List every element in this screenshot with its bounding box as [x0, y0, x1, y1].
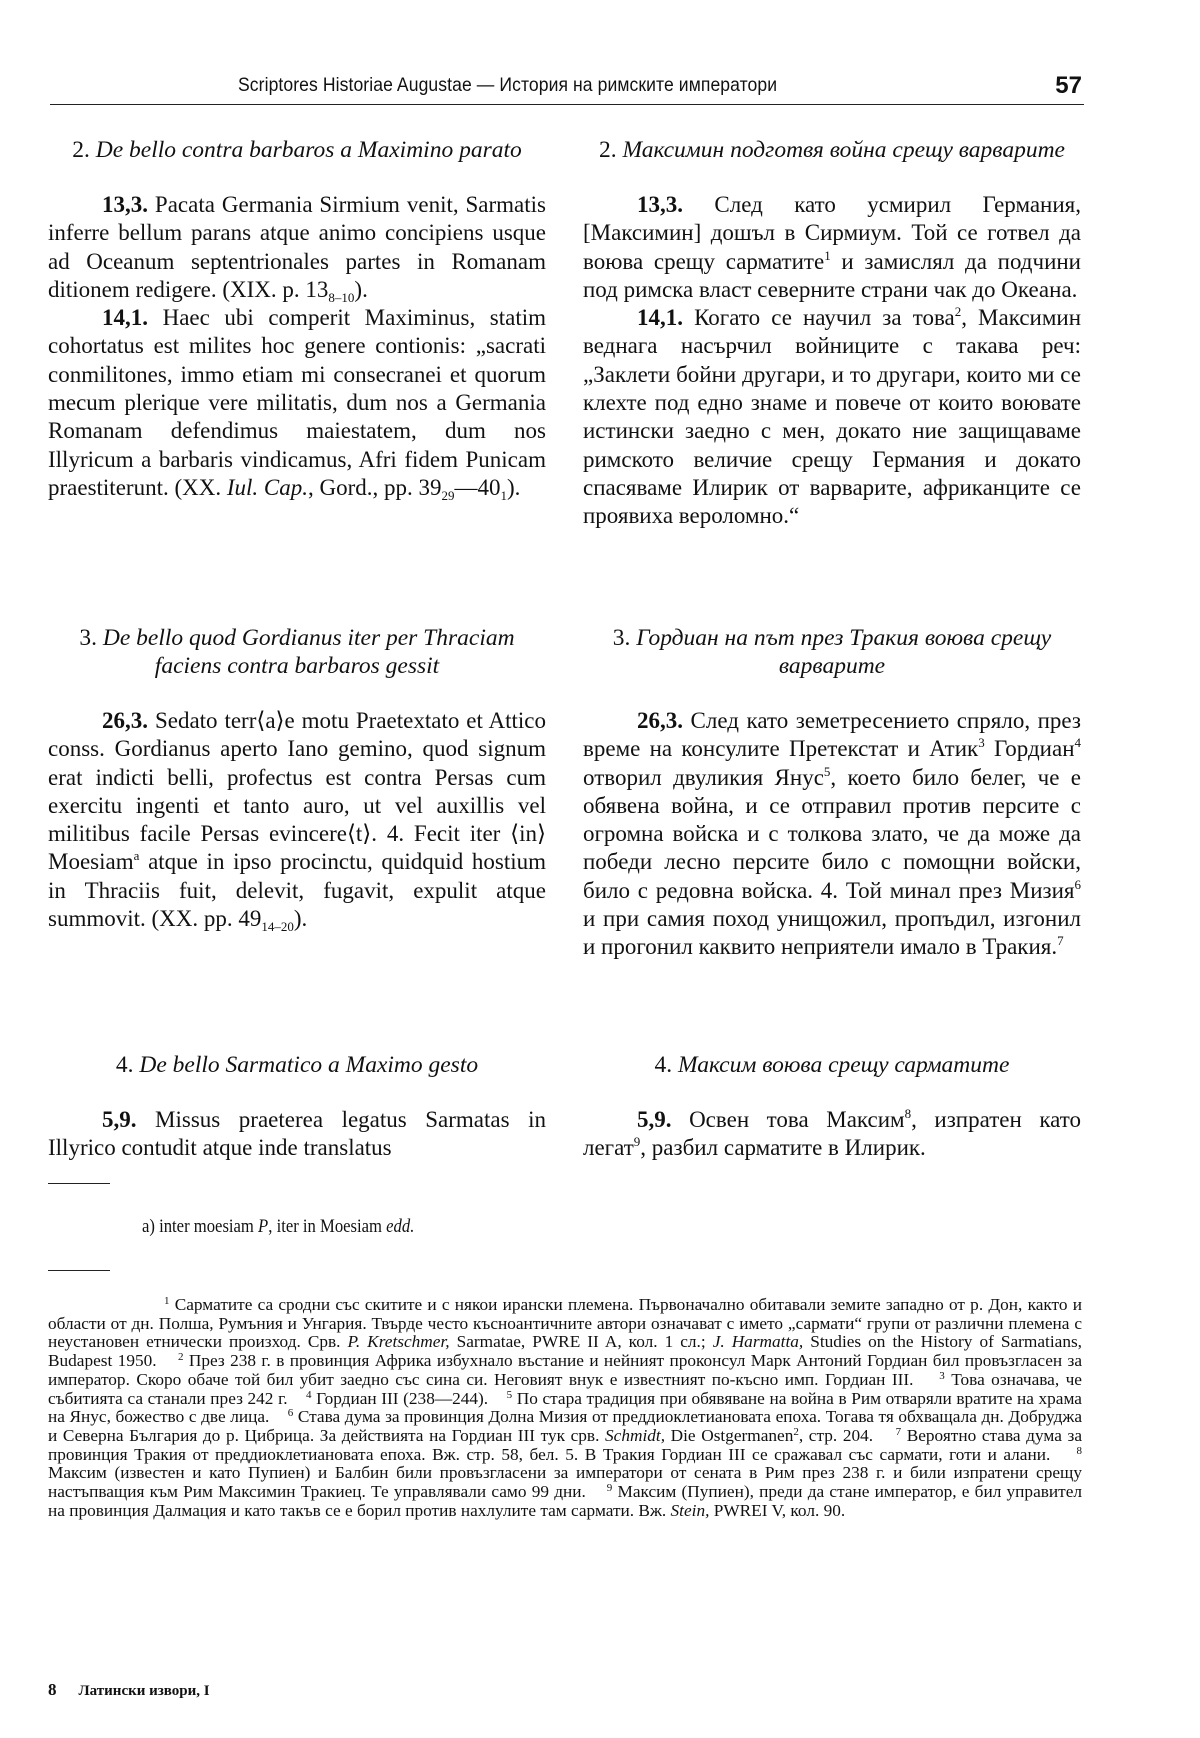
paragraph: 26,3. Sedato terr⟨a⟩e motu Praetextato et Attico conss. Gordianus aperto Iano gemino, quod signum erat indicti belli, profectus est contra Persas cum exercitu ingenti et tanto auro, ut vel auxillis vel militibus facile Persas evincere⟨t⟩. 4. Fecit iter ⟨in⟩ Moesiam$^a$ atque in ipso procinctu, quidquid hostium in Thraciis fuit, delevit, fugavit, expulit atque summovit. (XX. pp. $49_{14-20}$). [48, 708, 547, 935]
apparatus-rule [48, 1183, 110, 1184]
bulgarian-section-3 [583, 624, 1081, 962]
running-title: Scriptores Historiae Augustae — История на римските императори [238, 74, 778, 96]
printer-signature: 8 Латински извори, I [48, 1680, 210, 1699]
section-heading: 4. Максим воюва срещу сарматите [654, 1052, 1010, 1078]
paragraph: 5,9. Освен това Максим$^8$, изпратен като легат$^9$, разбил сарматите в Илирик. [583, 1106, 1082, 1161]
bulgarian-section-4 [583, 1051, 1081, 1163]
section-heading: 3. De bello quod Gordianus iter per Thraciam faciens contra barbaros gessit [79, 625, 515, 679]
latin-section-2 [48, 136, 546, 502]
latin-section-4 [48, 1051, 546, 1163]
section-heading: 2. Максимин подготвя война срещу варварите [599, 137, 1065, 163]
footnote-rule [48, 1270, 110, 1271]
paragraph: 26,3. След като земетресението спряло, през време на консулите Претекстат и Атик$^3$ Гордиан$^4$ отворил двуликия Янус$^5$, което било белег, че е обявена война, и се отправил против персите с огромна войска и с толкова злато, че да може да победи лесно персите било с помощни войски, било с редовна войска. 4. Той минал през Мизия$^6$ и при самия поход унищожил, пропъдил, изгонил и прогонил каквито неприятели имало в Тракия.$^7$ [583, 708, 1082, 960]
running-head [48, 74, 1082, 104]
paragraph: 14,1. Haec ubi comperit Maximinus, statim cohortatus est milites hoc genere contionis: „sacrati conmilitones, immo etiam mi consecranei et quorum mecum plerique vere militatis, dum nos a Germania Romanam defendimus maiestatem, dum nos Illyricum a barbaris vindicamus, Afri fidem Punicam praestiterunt. (XX. Iul. Cap., Gord., pp. $39_{29}—40_1$). [48, 305, 547, 503]
critical-apparatus: a) inter moesiam P, iter in Moesiam edd. [142, 1217, 415, 1237]
page-number: 57 [1055, 72, 1082, 99]
footnotes: $^1$ Сарматите са сродни със скитите и с някои ирански племена. Първоначално обитавали земите западно от р. Дон, както и области от дн. Полша, Румъния и Унгария. Твърде често късноантичните автори означават с името „сармати“ групи от различни племена с неустановен етнически произход. Срв. P. Kretschmer, Sarmatae, PWRE II A, кол. 1 сл.; J. Harmatta, Studies on the History of Sarmatians, Budapest 1950. $^2$ През 238 г. в провинция Африка избухнало въстание и нейният проконсул Марк Антоний Гордиан бил провъзгласен за император. Скоро обаче той бил убит заедно със сина си. Неговият внук е известният по-късно имп. Гордиан III. $^3$ Това означава, че събитията са станали през 242 г. $^4$ Гордиан III (238—244). $^5$ По стара традиция при обявяване на война в Рим отваряли вратите на храма на Янус, божество с две лица. $^6$ Става дума за провинция Долна Мизия от преддиоклетиановата епоха. Тогава тя обхващала дн. Добруджа и Северна България до р. Цибрица. За действията на Гордиан III тук срв. Schmidt, Die Ostgermanen$^2$, стр. 204. $^7$ Вероятно става дума за провинция Тракия от преддиоклетиановата епоха. Вж. стр. 58, бел. 5. В Тракия Гордиан III се сражавал със сармати, готи и алани. $^8$ Максим (известен и като Пупиен) и Балбин били провъзгласени за императори от сената в Рим през 238 г. и били изпратени срещу настъпващия към Рим Максимин Тракиец. Те управлявали само 99 дни. $^9$ Максим (Пупиен), преди да стане император, е бил управител на провинция Далмация и като такъв се е борил против нахлулите там сармати. Вж. Stein, PWREI V, кол. 90. [48, 1295, 1083, 1520]
paragraph: 13,3. След като усмирил Германия, [Максимин] дошъл в Сирмиум. Той се готвел да воюва срещу сарматите$^1$ и замислял да подчини под римска власт северните страни чак до Океана. [583, 192, 1081, 302]
section-heading: 4. De bello Sarmatico a Maximo gesto [115, 1052, 479, 1078]
paragraph: 13,3. Pacata Germania Sirmium venit, Sarmatis inferre bellum parans atque animo concipiens usque ad Oceanum septentrionales partes in Romanam ditionem redigere. (XIX. p. $13_{8-10}$). [48, 192, 547, 305]
section-heading: 2. De bello contra barbaros a Maximino parato [72, 137, 522, 163]
paragraph: 14,1. Когато се научил за това$^2$, Максимин веднага насърчил войниците с такава реч: „Заклети бойни другари, и то другари, които ми се клехте под едно знаме и повече от които воювате истински заедно с мен, докато ние защищаваме римското величие срещу Германия и докато спасяваме Илирик от варварите, африканците се проявиха вероломно.“ [583, 304, 1082, 529]
latin-section-3 [48, 624, 546, 933]
header-rule [50, 104, 1084, 105]
section-heading: 3. Гордиан на път през Тракия воюва срещу варварите [612, 625, 1052, 679]
bulgarian-section-2 [583, 136, 1081, 531]
paragraph: 5,9. Missus praeterea legatus Sarmatas in Illyrico contudit atque inde translatus [48, 1107, 546, 1161]
